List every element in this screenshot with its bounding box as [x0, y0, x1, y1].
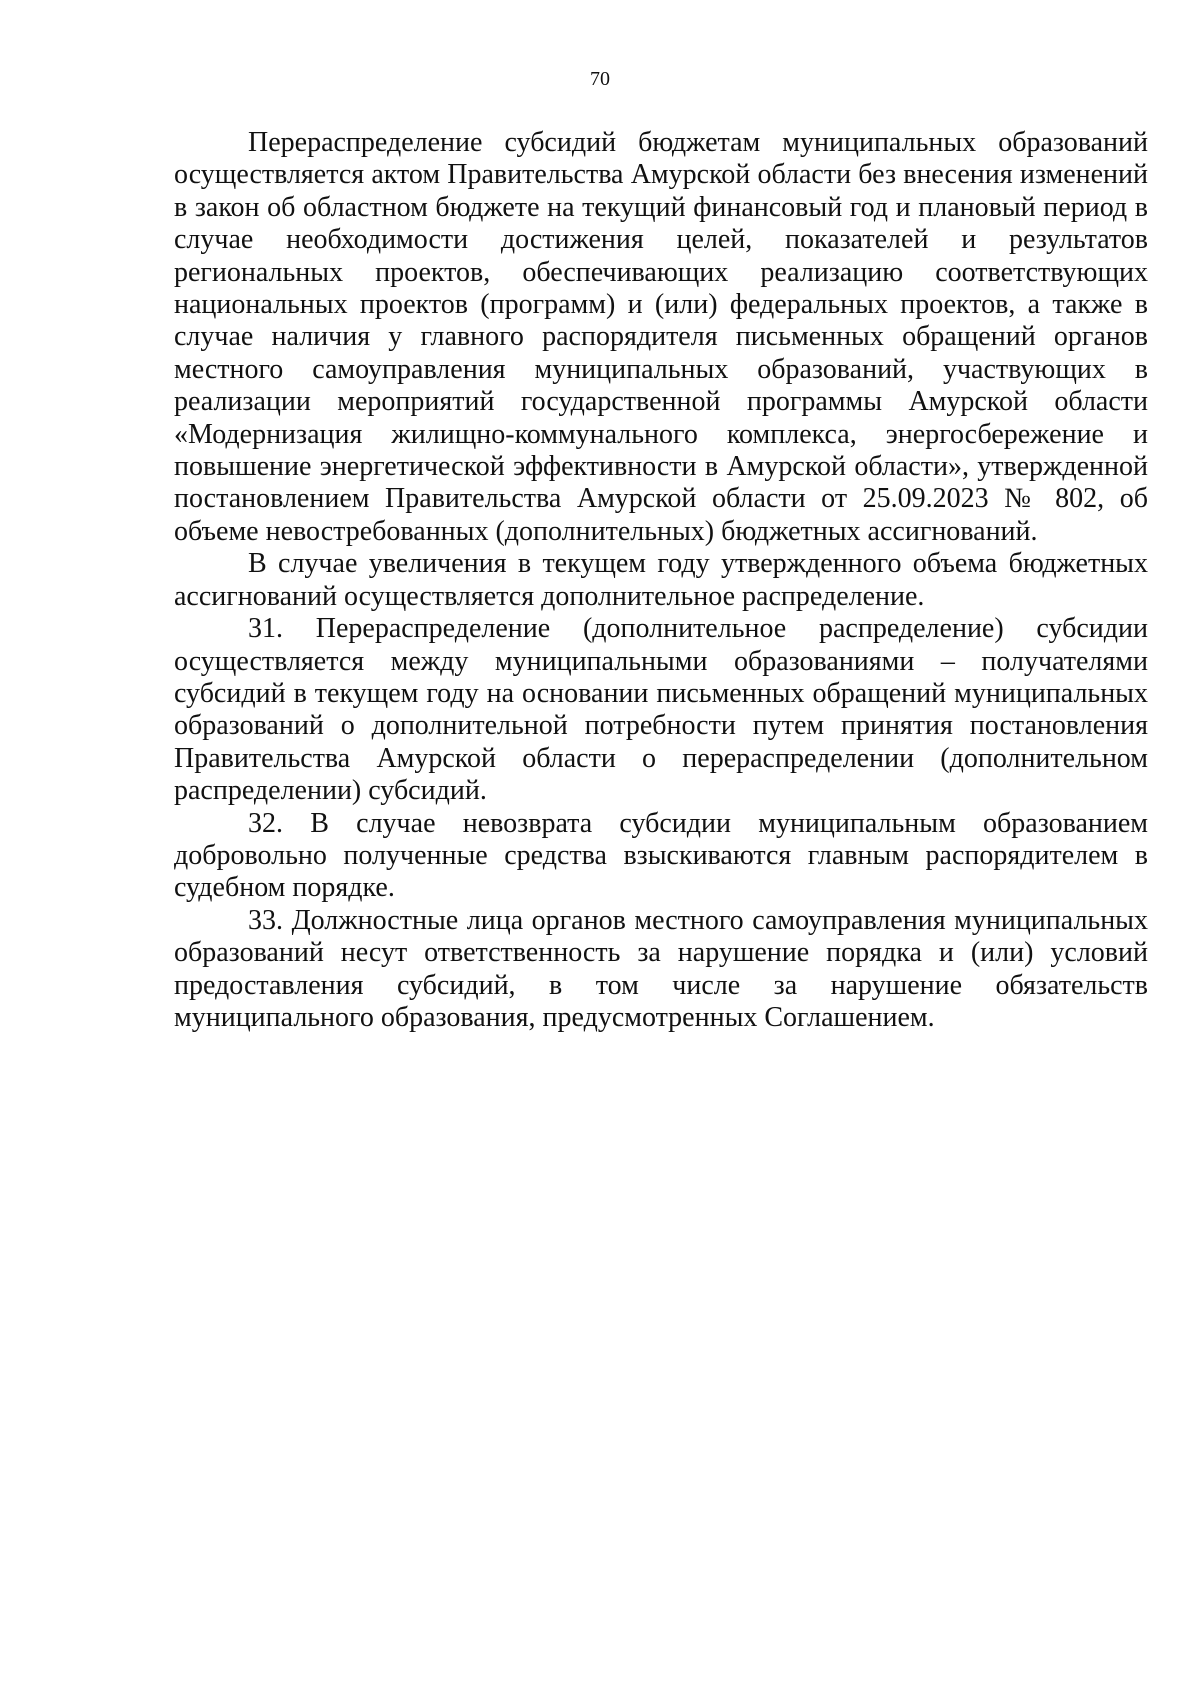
paragraph-31: 31. Перераспределение (дополнительное распределение) субсидии осуществляется между муниципальными образованиями – получателями субсидий в текущем году на основании письменных обращений муниципальных образований о дополнительной потребности путем принятия постановления Правительства Амурской области о перераспределении (дополнительном распределении) субсидий. [174, 613, 1148, 807]
paragraph-32: 32. В случае невозврата субсидии муниципальным образованием добровольно полученные средства взыскиваются главным распорядителем в судебном порядке. [174, 807, 1148, 904]
paragraph-additional-distribution: В случае увеличения в текущем году утвержденного объема бюджетных ассигнований осуществляется дополнительное распределение. [174, 548, 1148, 612]
paragraph-redistribution: Перераспределение субсидий бюджетам муниципальных образований осуществляется актом Правительства Амурской области без внесения изменений в закон об областном бюджете на текущий финансовый год и плановый период в случае необходимости достижения целей, показателей и результатов региональных проектов, обеспечивающих реализацию соответствующих национальных проектов (программ) и (или) федеральных проектов, а также в случае наличия у главного распорядителя письменных обращений органов местного самоуправления муниципальных образований, участвующих в реализации мероприятий государственной программы Амурской области «Модернизация жилищно-коммунального комплекса, энергосбережение и повышение энергетической эффективности в Амурской области», утвержденной постановлением Правительства Амурской области от 25.09.2023 № 802, об объеме невостребованных (дополнительных) бюджетных ассигнований. [174, 127, 1148, 547]
page-number: 70 [590, 68, 610, 90]
document-body [174, 127, 1148, 1034]
paragraph-33: 33. Должностные лица органов местного самоуправления муниципальных образований несут ответственность за нарушение порядка и (или) условий предоставления субсидий, в том числе за нарушение обязательств муниципального образования, предусмотренных Соглашением. [174, 904, 1148, 1033]
